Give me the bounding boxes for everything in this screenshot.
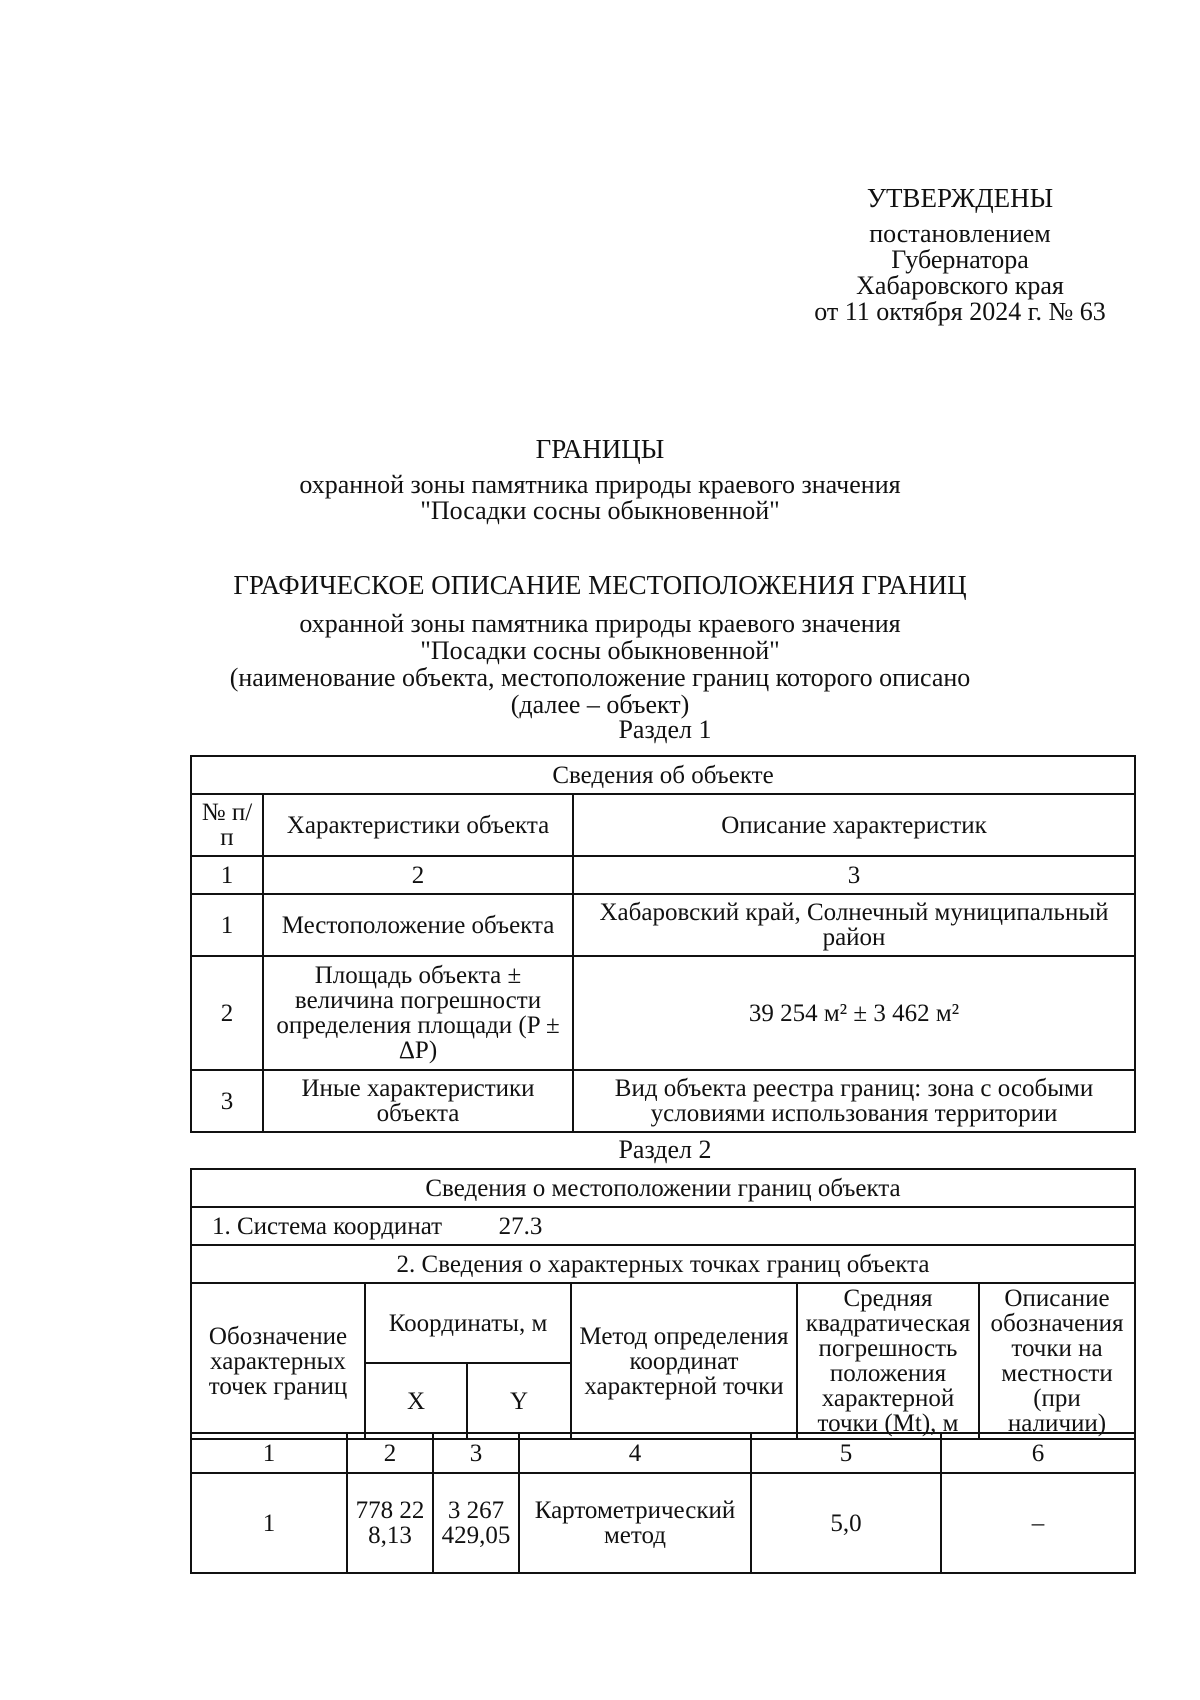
header-y: Y (467, 1363, 571, 1439)
row-characteristic: Местоположение объекта (263, 894, 573, 956)
heading1-subtitle (0, 472, 1200, 524)
approval-title: УТВЕРЖДЕНЫ (866, 183, 1054, 213)
header-designation: Обозначение характерных точек границ (191, 1283, 365, 1439)
approval-block (780, 185, 1140, 325)
header-error: Средняя квадратическая погрешность положения характерной точки (Mt), м (797, 1283, 979, 1439)
row-number: 3 (191, 1070, 263, 1132)
heading1-line-2: "Посадки сосны обыкновенной" (420, 496, 780, 525)
approval-line-4: от 11 октября 2024 г. № 63 (814, 297, 1106, 326)
table-row (191, 1473, 1135, 1573)
section2-label: Раздел 2 (618, 1135, 712, 1164)
table-title: Сведения о местоположении границ объекта (191, 1169, 1135, 1207)
heading2-subtitle (0, 610, 1200, 718)
header-method: Метод определения координат характерной точки (571, 1283, 797, 1439)
point-method: Картометрический метод (519, 1473, 751, 1573)
header-x: X (365, 1363, 467, 1439)
point-y: 3 267 429,05 (433, 1473, 519, 1573)
points-title: 2. Сведения о характерных точках границ объекта (191, 1245, 1135, 1283)
points-table (190, 1432, 1136, 1574)
point-error: 5,0 (751, 1473, 941, 1573)
column-number: 3 (573, 856, 1135, 894)
row-number: 2 (191, 956, 263, 1070)
table-title: Сведения об объекте (191, 756, 1135, 794)
header-description: Описание характеристик (573, 794, 1135, 856)
approval-line-3: Хабаровского края (856, 271, 1064, 300)
object-info-table (190, 755, 1136, 1133)
section1-label: Раздел 1 (618, 715, 712, 744)
column-number: 5 (751, 1433, 941, 1473)
row-number: 1 (191, 894, 263, 956)
heading1-line-1: охранной зоны памятника природы краевого значения (299, 470, 901, 499)
column-number: 1 (191, 1433, 347, 1473)
header-characteristics: Характеристики объекта (263, 794, 573, 856)
table-row (191, 894, 1135, 956)
row-characteristic: Площадь объекта ± величина погрешности определения площади (P ± ΔP) (263, 956, 573, 1070)
heading2-title: ГРАФИЧЕСКОЕ ОПИСАНИЕ МЕСТОПОЛОЖЕНИЯ ГРАНИЦ (233, 570, 967, 600)
point-description: – (941, 1473, 1135, 1573)
heading2-line-3: (наименование объекта, местоположение границ которого описано (229, 663, 971, 692)
column-number: 6 (941, 1433, 1135, 1473)
heading2-line-1: охранной зоны памятника природы краевого значения (299, 609, 901, 638)
column-number: 4 (519, 1433, 751, 1473)
row-value: Хабаровский край, Солнечный муниципальный район (573, 894, 1135, 956)
row-value: 39 254 м² ± 3 462 м² (573, 956, 1135, 1070)
approval-line-1: постановлением (869, 219, 1051, 248)
column-number: 3 (433, 1433, 519, 1473)
header-point-description: Описание обозначения точки на местности (при наличии) (979, 1283, 1135, 1439)
header-coordinates: Координаты, м (365, 1283, 571, 1363)
table-row (191, 956, 1135, 1070)
point-designation: 1 (191, 1473, 347, 1573)
heading1-title: ГРАНИЦЫ (535, 434, 665, 464)
coord-system-label: 1. Система координат (212, 1212, 443, 1240)
column-number: 2 (347, 1433, 433, 1473)
point-x: 778 228,13 (347, 1473, 433, 1573)
coord-system-value: 27.3 (498, 1212, 543, 1240)
row-value: Вид объекта реестра границ: зона с особыми условиями использования территории (573, 1070, 1135, 1132)
heading2-line-4: (далее – объект) (510, 690, 690, 719)
row-characteristic: Иные характеристики объекта (263, 1070, 573, 1132)
heading2-line-2: "Посадки сосны обыкновенной" (420, 636, 780, 665)
boundary-info-table (190, 1168, 1136, 1440)
column-number: 2 (263, 856, 573, 894)
coord-system-row (191, 1207, 1135, 1245)
table-row (191, 1070, 1135, 1132)
header-number: № п/п (191, 794, 263, 856)
column-number: 1 (191, 856, 263, 894)
approval-line-2: Губернатора (891, 245, 1029, 274)
